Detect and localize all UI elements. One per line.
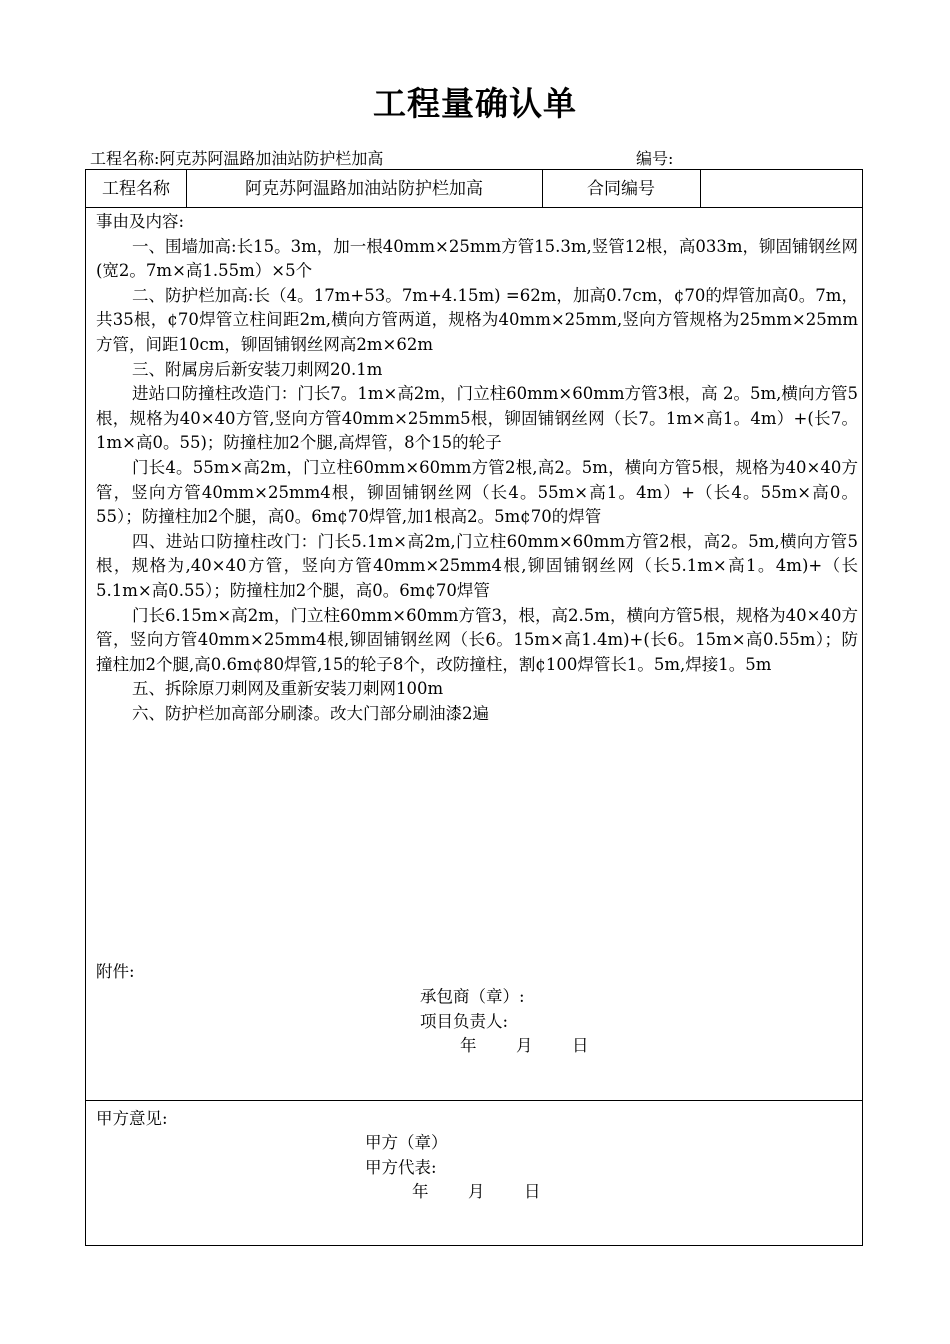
contractor-date [460, 1032, 589, 1056]
header-number-label: 编号: [636, 149, 674, 168]
contract-number-value [700, 170, 862, 208]
project-name-label: 工程名称 [102, 179, 170, 199]
content-paragraph: 一、围墙加高:长15。3m，加一根40mm×25mm方管15.3m,竖管12根，高033m，铆固铺钢丝网(宽2。7m×高1.55m）×5个 [96, 236, 858, 281]
contract-number-label: 合同编号 [587, 179, 655, 199]
client-seal-label: 甲方（章） [365, 1133, 448, 1152]
project-manager-label: 项目负责人: [420, 1012, 509, 1031]
content-paragraph: 二、防护栏加高:长（4。17m+53。7m+4.15m) =62m，加高0.7cm，¢70的焊管加高0。7m，共35根，¢70焊管立柱间距2m,横向方管两道，规格为40mm×25mm,竖向方管规格为25mm×25mm方管，间距10cm，铆固铺钢丝网高2m×62m [96, 285, 858, 354]
date-day: 日 [572, 1036, 589, 1055]
content-paragraph: 门长6.15m×高2m，门立柱60mm×60mm方管3，根，高2.5m，横向方管5根，规格为40×40方管，竖向方管40mm×25mm4根,铆固铺钢丝网（长6。15m×高1.4m)+(长6。15m×高0.55m）；防撞柱加2个腿,高0.6m¢80焊管,15的轮子8个，改防撞柱，割¢100焊管长1。5m,焊接1。5m [96, 605, 858, 674]
date-day: 日 [524, 1182, 541, 1201]
date-month: 月 [468, 1182, 485, 1201]
project-name-value: 阿克苏阿温路加油站防护栏加高 [245, 179, 483, 199]
client-opinion-label: 甲方意见: [96, 1109, 168, 1128]
content-paragraph: 进站口防撞柱改造门：门长7。1m×高2m，门立柱60mm×60mm方管3根，高 2。5m,横向方管5根，规格为40×40方管,竖向方管40mm×25mm5根，铆固铺钢丝网（长7。1m×高1。4m）+(长7。1m×高0。55)；防撞柱加2个腿,高焊管，8个15的轮子 [96, 384, 858, 453]
date-year: 年 [412, 1182, 429, 1201]
attachment-label: 附件: [96, 962, 135, 981]
client-representative-label: 甲方代表: [365, 1158, 437, 1177]
header-project-name: 工程名称:阿克苏阿温路加油站防护栏加高 [90, 149, 384, 168]
document-title: 工程量确认单 [373, 84, 577, 123]
date-month: 月 [516, 1036, 533, 1055]
content-section [96, 210, 858, 726]
content-paragraph: 五、拆除原刀刺网及重新安装刀刺网100m [132, 679, 444, 699]
content-paragraph: 四、进站口防撞柱改门：门长5.1m×高2m,门立柱60mm×60mm方管2根，高2。5m,横向方管5根，规格为,40×40方管，竖向方管40mm×25mm4根,铆固铺钢丝网（长5.1m×高1。4m)+（长5.1m×高0.55）；防撞柱加2个腿，高0。6m¢70焊管 [96, 531, 858, 600]
date-year: 年 [460, 1036, 477, 1055]
content-paragraph: 六、防护栏加高部分刷漆。改大门部分刷油漆2遍 [132, 703, 489, 723]
client-date [412, 1178, 541, 1202]
contractor-seal-label: 承包商（章）: [420, 987, 525, 1006]
row-divider [86, 1100, 862, 1101]
confirmation-form-table [85, 169, 863, 1246]
content-paragraph: 三、附属房后新安装刀刺网20.1m [132, 359, 383, 379]
content-heading: 事由及内容: [96, 212, 185, 231]
content-paragraph: 门长4。55m×高2m，门立柱60mm×60mm方管2根,高2。5m，横向方管5根，规格为40×40方管，竖向方管40mm×25mm4根，铆固铺钢丝网（长4。55m×高1。4m）+（长4。55m×高0。55）；防撞柱加2个腿，高0。6m¢70焊管,加1根高2。5m¢70的焊管 [96, 457, 858, 527]
row-divider [86, 207, 862, 208]
